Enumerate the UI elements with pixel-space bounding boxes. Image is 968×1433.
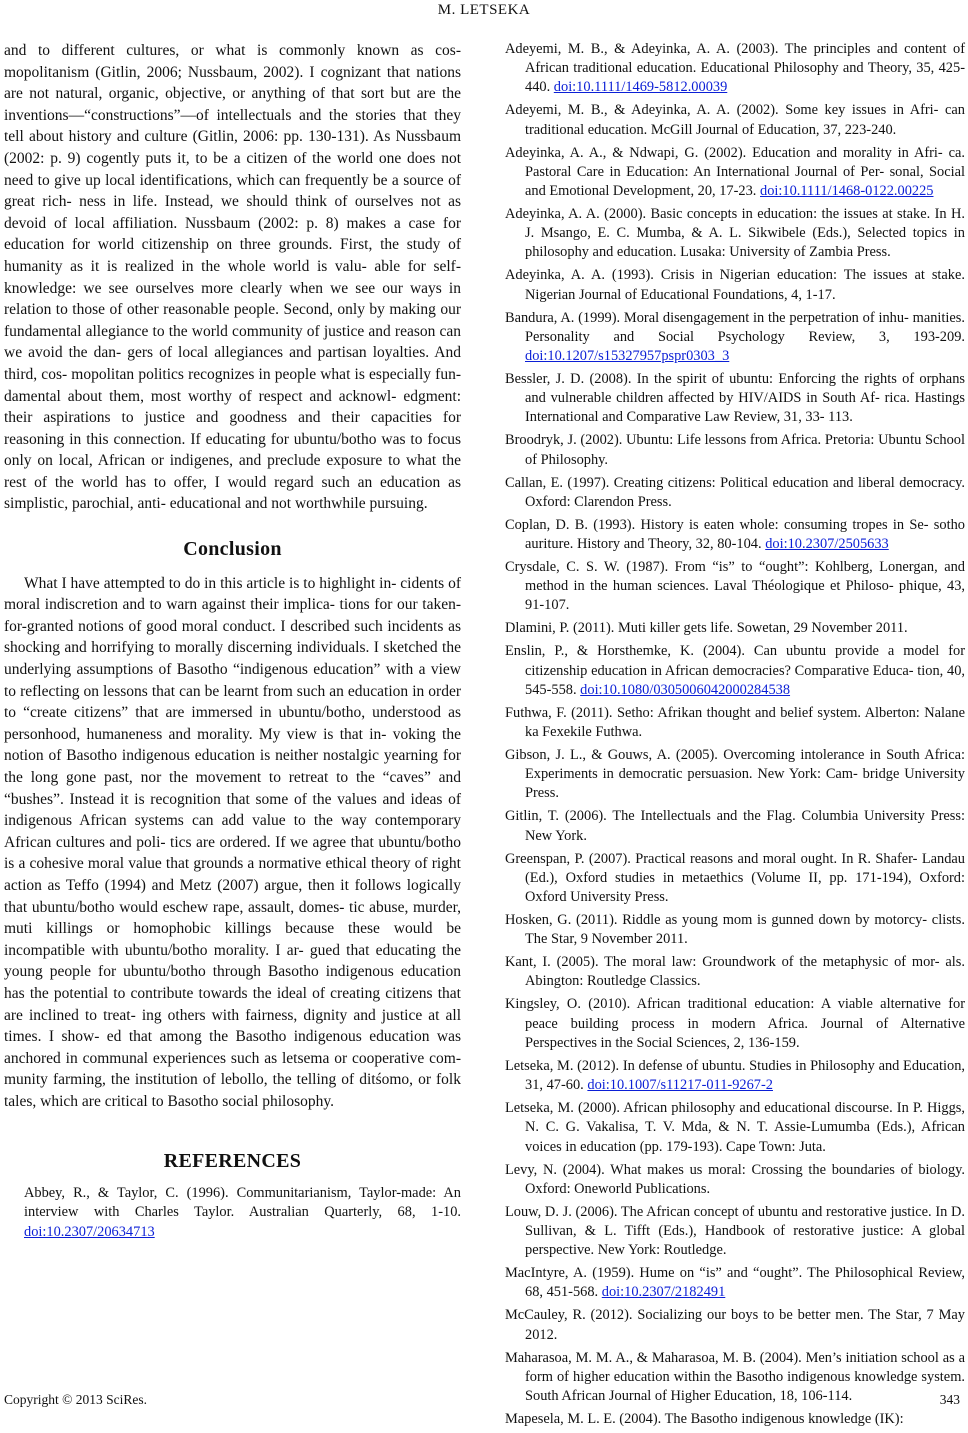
reference-text: Kant, I. (2005). The moral law: Groundwork of the metaphysic of mor- als. Abington: Routledge Classics. bbox=[505, 954, 965, 990]
reference-text: McCauley, R. (2012). Socializing our boys to be better men. The Star, 7 May 2012. bbox=[505, 1307, 965, 1343]
doi-link[interactable]: doi:10.2307/2505633 bbox=[765, 536, 889, 553]
reference-entry bbox=[505, 431, 965, 469]
reference-entry bbox=[505, 807, 965, 845]
reference-text: Letseka, M. (2000). African philosophy and educational discourse. In P. Higgs, N. C. G. Vakalisa, T. V. Mda, & N. T. Assie-Lumumba (Eds.), African voices in education (pp. 179-193). Cape Town: Juta. bbox=[505, 1100, 965, 1155]
reference-entry bbox=[4, 1184, 461, 1242]
reference-text: Mapesela, M. L. E. (2004). The Basotho indigenous knowledge (IK): bbox=[505, 1410, 904, 1427]
references-heading: REFERENCES bbox=[163, 1149, 302, 1172]
reference-text: Gitlin, T. (2006). The Intellectuals and the Flag. Columbia University Press: New York. bbox=[505, 808, 965, 844]
doi-link[interactable]: doi:10.1111/1468-0122.00225 bbox=[760, 183, 934, 200]
reference-entry bbox=[505, 619, 965, 638]
reference-text: Coplan, D. B. (1993). History is eaten whole: consuming tropes in Se- sotho auriture. History and Theory, 32, 80-104. bbox=[505, 516, 965, 553]
reference-text: Maharasoa, M. M. A., & Maharasoa, M. B. (2004). Men’s initiation school as a form of higher education within the Basotho indigenous knowledge system. South African Journal of Higher Education, 18, 106-114. bbox=[505, 1349, 965, 1404]
reference-entry bbox=[505, 995, 965, 1053]
left-column bbox=[4, 40, 461, 1242]
doi-link[interactable]: doi:10.1007/s11217-011-9267-2 bbox=[587, 1077, 773, 1094]
reference-entry bbox=[505, 642, 965, 700]
reference-text: Adeyinka, A. A. (2000). Basic concepts in education: the issues at stake. In H. J. Msango, E. C. Mumba, & A. L. Sikwibele (Eds.), Selected topics in philosophy and education. Lusaka: University of Zambia Press. bbox=[505, 206, 965, 261]
reference-text: Adeyinka, A. A., & Ndwapi, G. (2002). Education and morality in Afri- ca. Pastoral Care in Education: An International Journal of Per- sonal, Social and Emotional Development, 20, 17-23. bbox=[505, 144, 965, 200]
reference-entry bbox=[505, 1203, 965, 1261]
reference-text: Enslin, P., & Horsthemke, K. (2004). Can ubuntu provide a model for citizenship education in African democracies? Comparative Educa- tion, 40, 545-558. bbox=[505, 643, 965, 698]
reference-text: Dlamini, P. (2011). Muti killer gets life. Sowetan, 29 November 2011. bbox=[505, 620, 908, 637]
left-reference-list bbox=[4, 1184, 461, 1242]
page-number: 343 bbox=[939, 1392, 960, 1407]
conclusion-paragraph: What I have attempted to do in this article is to highlight in- cidents of moral indiscretion and to warn against their implica- tions for our taken-for-granted notions of good moral conduct. I described such incidents as shocking and horrifying to morally discerning individuals. I sketched the underlying assumptions of Basotho “indigenous education” with a view to reflecting on lessons that can be learnt from such an education in order to “create citizens” that are immersed in ubuntu/botho, understood as personhood, humaneness and morality. My view is that in- voking the notion of Basotho indigenous education is neither nostalgic yearning for the long gone past, nor the movement to retreat to the “caves” and “bushes”. Instead it is recognition that some of the values and ideas of indigenous African systems can add value to the way contemporary African cultures and poli- tics are ordered. If we agree that ubuntu/botho is a cohesive moral value that grounds a normative ethical theory of right action as Teffo (1994) and Metz (2007) argue, then it follows logically that ubuntu/botho would eschew rape, assault, domes- tic abuse, murder, muti killings or homophobic killings because these would be incompatible with ubuntu/botho morality. I ar- gued that educating the young people for ubuntu/botho through Basotho indigenous education has the potential to contribute towards the ideal of creating citizens that are inclined to treat- ing others with fairness, dignity and justice at all times. I show- ed that among the Basotho indigenous education was anchored in communal experiences such as letsema or cooperative com- munity farming, the institution of lebollo, the telling of ditśomo, or folk tales, which are critical to Basotho social philosophy. bbox=[4, 574, 461, 1110]
reference-text: Adeyinka, A. A. (1993). Crisis in Nigerian education: The issues at stake. Nigerian Journal of Educational Foundations, 4, 1-17. bbox=[505, 267, 965, 303]
copyright-notice: Copyright © 2013 SciRes. bbox=[4, 1392, 148, 1407]
reference-entry bbox=[505, 101, 965, 139]
reference-entry bbox=[505, 516, 965, 554]
reference-text: Levy, N. (2004). What makes us moral: Crossing the boundaries of biology. Oxford: Oneworld Publications. bbox=[505, 1161, 965, 1197]
page-footer bbox=[4, 1392, 964, 1408]
reference-text: Gibson, J. L., & Gouws, A. (2005). Overcoming intolerance in South Africa: Experiments in democratic persuasion. New York: Cam- bridge University Press. bbox=[505, 747, 965, 802]
reference-entry bbox=[505, 911, 965, 949]
reference-entry bbox=[505, 850, 965, 908]
reference-entry bbox=[505, 40, 965, 98]
doi-link[interactable]: doi:10.2307/2182491 bbox=[601, 1284, 726, 1301]
reference-text: Abbey, R., & Taylor, C. (1996). Communitarianism, Taylor-made: An interview with Charles Taylor. Australian Quarterly, 68, 1-10. bbox=[24, 1185, 461, 1221]
reference-entry bbox=[505, 205, 965, 263]
conclusion-heading: Conclusion bbox=[183, 538, 282, 561]
reference-entry bbox=[505, 1306, 965, 1344]
reference-text: MacIntyre, A. (1959). Hume on “is” and “ought”. The Philosophical Review, 68, 451-568. bbox=[505, 1265, 965, 1301]
reference-entry bbox=[505, 1410, 965, 1429]
reference-entry bbox=[505, 144, 965, 202]
reference-entry bbox=[505, 558, 965, 616]
reference-entry bbox=[505, 1264, 965, 1302]
right-column bbox=[505, 40, 965, 1433]
reference-entry bbox=[505, 1099, 965, 1157]
reference-entry bbox=[505, 704, 965, 742]
reference-entry bbox=[505, 266, 965, 304]
doi-link[interactable]: doi:10.1207/s15327957pspr0303_3 bbox=[525, 348, 730, 365]
reference-text: Bessler, J. D. (2008). In the spirit of ubuntu: Enforcing the rights of orphans and vulnerable children affected by HIV/AIDS in South Af- rica. Hastings International and Comparative Law Review, 31, 33- 113. bbox=[505, 371, 965, 426]
reference-entry bbox=[505, 746, 965, 804]
reference-text: Bandura, A. (1999). Moral disengagement in the perpetration of inhu- manities. Personality and Social Psychology Review, 3, 193-209. bbox=[505, 309, 965, 345]
reference-entry bbox=[505, 309, 965, 367]
reference-text: Broodryk, J. (2002). Ubuntu: Life lessons from Africa. Pretoria: Ubuntu School of Philosophy. bbox=[505, 432, 965, 468]
reference-entry bbox=[505, 474, 965, 512]
reference-text: Louw, D. J. (2006). The African concept of ubuntu and restorative justice. In D. Sullivan, & L. Tifft (Eds.), Handbook of restorative justice: A global perspective. New York: Routledge. bbox=[505, 1203, 965, 1259]
right-reference-list bbox=[505, 40, 965, 1429]
running-header: M. LETSEKA bbox=[437, 2, 531, 18]
reference-text: Callan, E. (1997). Creating citizens: Political education and liberal democracy. Oxford: Clarendon Press. bbox=[505, 474, 965, 510]
reference-entry bbox=[505, 1161, 965, 1199]
reference-text: Letseka, M. (2012). In defense of ubuntu. Studies in Philosophy and Education, 31, 47-60. bbox=[505, 1057, 965, 1094]
reference-text: Futhwa, F. (2011). Setho: Afrikan thought and belief system. Alberton: Nalane ka Fexekile Futhwa. bbox=[505, 704, 965, 741]
reference-text: Adeyemi, M. B., & Adeyinka, A. A. (2003). The principles and content of African traditional education. Educational Philosophy and Theory, 35, 425-440. bbox=[505, 41, 965, 96]
reference-text: Kingsley, O. (2010). African traditional education: A viable alternative for peace building process in modern Africa. Journal of Alternative Perspectives in the Social Sciences, 2, 136-159. bbox=[505, 996, 965, 1051]
doi-link[interactable]: doi:10.2307/20634713 bbox=[24, 1223, 155, 1240]
body-paragraph: and to different cultures, or what is commonly known as cos- mopolitanism (Gitlin, 2006; Nussbaum, 2002). I cognizant that nations are not natural, organic, objective, or anything of that sort but are the inventions—“constructions”—of intellectuals and the stories that they tell about history and culture (Gitlin, 2006: pp. 130-131). As Nussbaum (2002: p. 9) cogently puts it, to be a citizen of the world one does not need to give up local identifications, which can frequently be a source of great rich- ness in life. Instead, we should think of ourselves not as devoid of local affiliation. Nussbaum (2002: p. 8) makes a case for education for world citizenship on three grounds. First, the study of humanity as it is realized in the whole world is valu- able for self-knowledge: we see ourselves more clearly when we see our ways in relation to those of other reasonable people. Second, only by making our fundamental allegiance to the world community of justice and reason can we avoid the dan- gers of local allegiances and partisan loyalties. And third, cos- mopolitan politics recognizes in people what is especially fun- damental about them, most worthy of respect and acknowl- edgment: their aspirations to justice and goodness and their capacities for reasoning in this connection. If educating for ubuntu/botho was to focus only on local, African or indigenes, and preclude exposure to what the rest of the world has to offer, I would regard such an education as simplistic, parochial, anti- educational and not worthwhile pursuing. bbox=[4, 42, 461, 513]
reference-text: Adeyemi, M. B., & Adeyinka, A. A. (2002). Some key issues in Afri- can traditional education. McGill Journal of Education, 37, 223-240. bbox=[505, 102, 965, 138]
reference-text: Greenspan, P. (2007). Practical reasons and moral ought. In R. Shafer- Landau (Ed.), Oxford studies in metaethics (Volume II, pp. 171-194), Oxford: Oxford University Press. bbox=[505, 850, 965, 906]
doi-link[interactable]: doi:10.1080/0305006042000284538 bbox=[580, 681, 791, 698]
reference-text: Hosken, G. (2011). Riddle as young mom is gunned down by motorcy- clists. The Star, 9 November 2011. bbox=[505, 912, 965, 948]
doi-link[interactable]: doi:10.1111/1469-5812.00039 bbox=[553, 79, 728, 96]
reference-entry bbox=[505, 1057, 965, 1095]
reference-entry bbox=[505, 953, 965, 991]
reference-text: Crysdale, C. S. W. (1987). From “is” to “ought”: Kohlberg, Lonergan, and method in the human sciences. Laval Théologique et Philoso- phique, 43, 91-107. bbox=[505, 559, 965, 614]
reference-entry bbox=[505, 370, 965, 428]
